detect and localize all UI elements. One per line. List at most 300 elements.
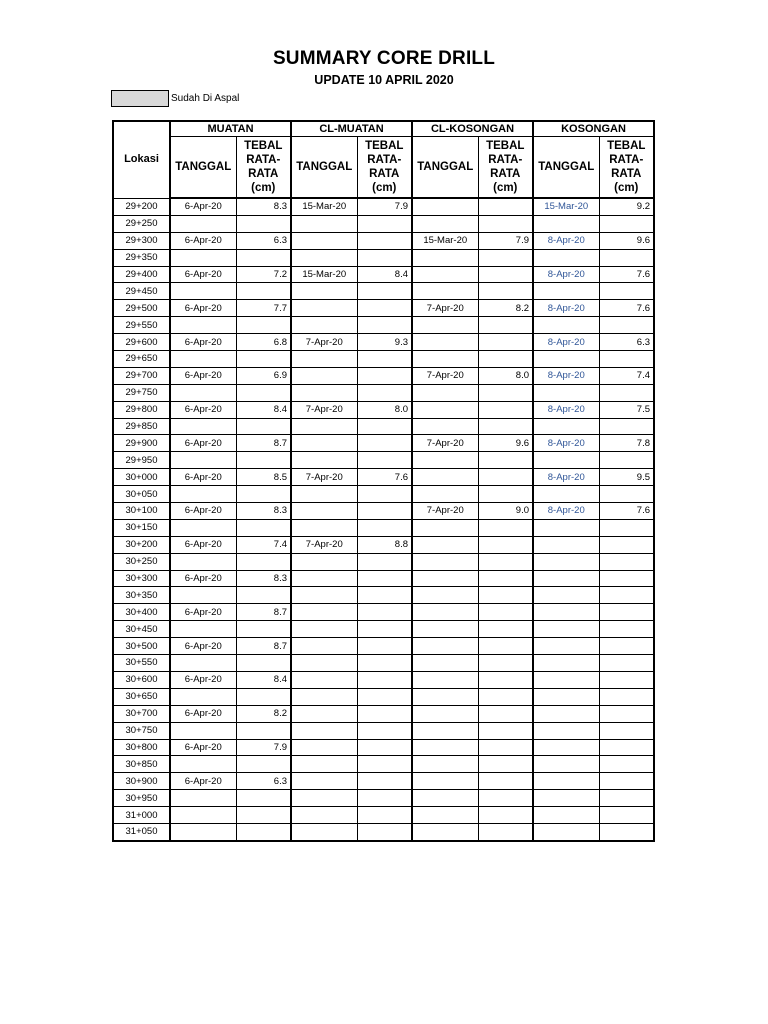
tanggal-cell: [291, 621, 357, 638]
tebal-cell: 7.6: [599, 503, 654, 520]
tebal-cell: [599, 536, 654, 553]
tebal-cell: [357, 621, 412, 638]
tebal-header-line: (cm): [251, 182, 276, 194]
tanggal-cell: 6-Apr-20: [170, 300, 236, 317]
tanggal-cell: 7-Apr-20: [412, 367, 478, 384]
tanggal-cell: [412, 198, 478, 215]
tebal-cell: [357, 503, 412, 520]
tanggal-cell: [412, 671, 478, 688]
tanggal-cell: [533, 671, 599, 688]
tanggal-cell: 8-Apr-20: [533, 367, 599, 384]
tanggal-cell: 6-Apr-20: [170, 198, 236, 215]
tanggal-cell: [291, 384, 357, 401]
tebal-cell: [236, 249, 291, 266]
tebal-cell: [478, 266, 533, 283]
tebal-cell: [357, 756, 412, 773]
tebal-cell: [478, 790, 533, 807]
tebal-cell: 7.2: [236, 266, 291, 283]
tanggal-cell: 6-Apr-20: [170, 435, 236, 452]
tanggal-cell: [291, 604, 357, 621]
tebal-cell: 9.2: [599, 198, 654, 215]
tanggal-cell: [412, 553, 478, 570]
tebal-cell: [236, 351, 291, 368]
tanggal-cell: [533, 249, 599, 266]
tanggal-cell: [412, 638, 478, 655]
lokasi-cell: 30+300: [113, 570, 170, 587]
tebal-cell: [599, 215, 654, 232]
tebal-cell: [236, 317, 291, 334]
legend-swatch: [111, 90, 169, 107]
tanggal-cell: [291, 367, 357, 384]
tanggal-cell: [291, 351, 357, 368]
tebal-cell: [478, 756, 533, 773]
group-header-row: [113, 121, 654, 137]
tebal-cell: [357, 739, 412, 756]
tanggal-cell: [291, 503, 357, 520]
tebal-cell: [599, 655, 654, 672]
lokasi-cell: 30+100: [113, 503, 170, 520]
tanggal-cell: [412, 604, 478, 621]
lokasi-cell: 30+550: [113, 655, 170, 672]
tanggal-cell: [412, 823, 478, 840]
tanggal-cell: [412, 215, 478, 232]
tebal-cell: [357, 807, 412, 824]
tebal-cell: 8.0: [357, 401, 412, 418]
table-row: [113, 401, 654, 418]
table-row: [113, 536, 654, 553]
tanggal-cell: [412, 536, 478, 553]
tebal-cell: [357, 435, 412, 452]
tanggal-cell: [533, 418, 599, 435]
tebal-cell: 9.0: [478, 503, 533, 520]
tanggal-cell: 8-Apr-20: [533, 401, 599, 418]
tanggal-cell: [170, 384, 236, 401]
tebal-cell: [357, 300, 412, 317]
tanggal-cell: [291, 570, 357, 587]
tebal-cell: [599, 671, 654, 688]
tebal-cell: 8.4: [357, 266, 412, 283]
tanggal-cell: 6-Apr-20: [170, 503, 236, 520]
tanggal-cell: [533, 519, 599, 536]
tebal-header-line: RATA-: [246, 154, 281, 166]
tebal-cell: 8.4: [236, 401, 291, 418]
tanggal-cell: [533, 587, 599, 604]
tebal-cell: [236, 655, 291, 672]
tanggal-cell: [170, 587, 236, 604]
tanggal-cell: [291, 232, 357, 249]
tebal-header: [599, 137, 654, 199]
tanggal-cell: [412, 452, 478, 469]
tanggal-cell: [533, 351, 599, 368]
tebal-cell: 8.7: [236, 638, 291, 655]
tebal-cell: [236, 553, 291, 570]
lokasi-cell: 29+350: [113, 249, 170, 266]
tanggal-cell: 8-Apr-20: [533, 300, 599, 317]
lokasi-cell: 31+050: [113, 823, 170, 840]
lokasi-cell: 29+850: [113, 418, 170, 435]
tanggal-cell: 15-Mar-20: [412, 232, 478, 249]
tanggal-cell: [533, 536, 599, 553]
tanggal-cell: [412, 249, 478, 266]
tebal-cell: 8.4: [236, 671, 291, 688]
tebal-cell: [236, 823, 291, 840]
tanggal-cell: [291, 638, 357, 655]
tebal-cell: 6.3: [599, 334, 654, 351]
table-row: [113, 232, 654, 249]
table-row: [113, 486, 654, 503]
tanggal-cell: [170, 756, 236, 773]
tanggal-cell: 6-Apr-20: [170, 469, 236, 486]
tebal-cell: 7.8: [599, 435, 654, 452]
lokasi-cell: 29+500: [113, 300, 170, 317]
tanggal-cell: [533, 739, 599, 756]
tebal-header: [478, 137, 533, 199]
tebal-header-line: RATA: [490, 168, 521, 180]
tebal-cell: [599, 519, 654, 536]
tebal-cell: [236, 756, 291, 773]
tebal-cell: 7.6: [357, 469, 412, 486]
tebal-cell: [357, 722, 412, 739]
lokasi-header: Lokasi: [113, 121, 170, 198]
tebal-cell: [357, 486, 412, 503]
lokasi-cell: 30+700: [113, 705, 170, 722]
table-row: [113, 317, 654, 334]
tanggal-header: TANGGAL: [291, 137, 357, 199]
tanggal-cell: [291, 283, 357, 300]
lokasi-cell: 30+850: [113, 756, 170, 773]
tanggal-cell: [170, 283, 236, 300]
lokasi-cell: 30+750: [113, 722, 170, 739]
tebal-header-line: TEBAL: [244, 140, 283, 152]
table-row: [113, 604, 654, 621]
tanggal-cell: [291, 773, 357, 790]
tebal-cell: [357, 655, 412, 672]
tebal-header-line: RATA-: [609, 154, 644, 166]
tebal-cell: [478, 604, 533, 621]
tanggal-cell: [170, 418, 236, 435]
table-row: [113, 688, 654, 705]
tanggal-cell: [291, 300, 357, 317]
lokasi-cell: 30+000: [113, 469, 170, 486]
tebal-cell: [478, 688, 533, 705]
tebal-cell: 6.3: [236, 232, 291, 249]
table-row: [113, 469, 654, 486]
tanggal-cell: [291, 215, 357, 232]
group-header-muatan: MUATAN: [170, 121, 291, 137]
group-header-cl-kosongan: CL-KOSONGAN: [412, 121, 533, 137]
tanggal-cell: [412, 418, 478, 435]
tanggal-cell: [291, 688, 357, 705]
tanggal-cell: [412, 351, 478, 368]
tebal-cell: [236, 452, 291, 469]
lokasi-cell: 30+900: [113, 773, 170, 790]
tebal-cell: [357, 604, 412, 621]
tanggal-cell: [412, 621, 478, 638]
tanggal-cell: 6-Apr-20: [170, 570, 236, 587]
tanggal-cell: 6-Apr-20: [170, 773, 236, 790]
tebal-cell: [357, 452, 412, 469]
tebal-cell: [478, 739, 533, 756]
tanggal-cell: [291, 519, 357, 536]
tanggal-cell: [412, 401, 478, 418]
tebal-cell: [236, 384, 291, 401]
tebal-cell: [236, 418, 291, 435]
table-row: [113, 418, 654, 435]
tebal-cell: [478, 536, 533, 553]
tanggal-cell: 8-Apr-20: [533, 469, 599, 486]
tanggal-cell: [170, 807, 236, 824]
tebal-cell: 8.2: [236, 705, 291, 722]
table-row: [113, 215, 654, 232]
tanggal-cell: [533, 790, 599, 807]
tebal-cell: [599, 351, 654, 368]
tanggal-cell: [170, 215, 236, 232]
tebal-cell: 8.3: [236, 570, 291, 587]
tebal-cell: [357, 351, 412, 368]
tanggal-cell: 7-Apr-20: [412, 435, 478, 452]
tanggal-cell: [412, 469, 478, 486]
tanggal-cell: 6-Apr-20: [170, 266, 236, 283]
tebal-cell: [478, 418, 533, 435]
lokasi-cell: 30+600: [113, 671, 170, 688]
tanggal-cell: 8-Apr-20: [533, 266, 599, 283]
tebal-cell: [357, 249, 412, 266]
tebal-cell: 9.3: [357, 334, 412, 351]
tebal-cell: 7.7: [236, 300, 291, 317]
page-title: SUMMARY CORE DRILL: [272, 48, 496, 69]
lokasi-cell: 30+350: [113, 587, 170, 604]
tebal-cell: [478, 638, 533, 655]
tebal-cell: [599, 570, 654, 587]
tanggal-cell: [533, 553, 599, 570]
tanggal-cell: [291, 553, 357, 570]
tanggal-cell: [291, 587, 357, 604]
tebal-cell: 9.6: [478, 435, 533, 452]
tanggal-header: TANGGAL: [412, 137, 478, 199]
tanggal-cell: [291, 807, 357, 824]
page-subtitle: UPDATE 10 APRIL 2020: [314, 73, 454, 87]
tebal-cell: 9.6: [599, 232, 654, 249]
tanggal-cell: [291, 790, 357, 807]
tebal-header-line: TEBAL: [607, 140, 646, 152]
tebal-cell: 8.7: [236, 435, 291, 452]
tebal-cell: [357, 587, 412, 604]
table-row: [113, 638, 654, 655]
tebal-cell: 7.9: [236, 739, 291, 756]
tanggal-cell: [412, 739, 478, 756]
tebal-cell: [357, 367, 412, 384]
tanggal-cell: [412, 807, 478, 824]
table-row: [113, 266, 654, 283]
table-row: [113, 655, 654, 672]
tanggal-cell: [291, 655, 357, 672]
tanggal-cell: 6-Apr-20: [170, 536, 236, 553]
tanggal-cell: [170, 722, 236, 739]
lokasi-cell: 29+800: [113, 401, 170, 418]
tanggal-cell: 7-Apr-20: [412, 300, 478, 317]
tebal-cell: [478, 249, 533, 266]
tebal-cell: 7.5: [599, 401, 654, 418]
tebal-header: [236, 137, 291, 199]
tanggal-cell: [533, 317, 599, 334]
tanggal-cell: 7-Apr-20: [291, 536, 357, 553]
tebal-cell: 6.8: [236, 334, 291, 351]
table-row: [113, 807, 654, 824]
tanggal-cell: [412, 688, 478, 705]
tebal-cell: [357, 215, 412, 232]
tanggal-cell: [291, 317, 357, 334]
table-row: [113, 570, 654, 587]
tebal-cell: [236, 807, 291, 824]
tanggal-cell: [533, 283, 599, 300]
tebal-cell: [357, 671, 412, 688]
table-row: [113, 587, 654, 604]
tebal-header-line: TEBAL: [486, 140, 525, 152]
table-row: [113, 300, 654, 317]
tanggal-cell: 7-Apr-20: [291, 469, 357, 486]
tebal-cell: [599, 553, 654, 570]
tanggal-cell: [533, 722, 599, 739]
table-row: [113, 773, 654, 790]
tebal-cell: 8.8: [357, 536, 412, 553]
tanggal-cell: [170, 519, 236, 536]
table-row: [113, 823, 654, 840]
tanggal-cell: [412, 334, 478, 351]
table-row: [113, 384, 654, 401]
tanggal-cell: [412, 705, 478, 722]
tebal-cell: 8.3: [236, 503, 291, 520]
lokasi-cell: 29+250: [113, 215, 170, 232]
tebal-cell: [599, 823, 654, 840]
tanggal-cell: [412, 283, 478, 300]
lokasi-cell: 29+900: [113, 435, 170, 452]
tanggal-cell: [533, 486, 599, 503]
tanggal-cell: [291, 739, 357, 756]
tebal-cell: [599, 249, 654, 266]
tanggal-cell: [412, 655, 478, 672]
tebal-cell: [599, 452, 654, 469]
tebal-cell: [599, 621, 654, 638]
tebal-cell: [478, 384, 533, 401]
tebal-cell: [478, 773, 533, 790]
tanggal-cell: 6-Apr-20: [170, 604, 236, 621]
tanggal-cell: [291, 249, 357, 266]
tanggal-cell: [533, 688, 599, 705]
tebal-header-line: RATA-: [488, 154, 523, 166]
tanggal-cell: [170, 553, 236, 570]
lokasi-cell: 29+750: [113, 384, 170, 401]
tebal-cell: [599, 807, 654, 824]
lokasi-cell: 29+550: [113, 317, 170, 334]
tanggal-cell: [533, 807, 599, 824]
tanggal-cell: [291, 452, 357, 469]
table-row: [113, 790, 654, 807]
legend: [111, 90, 239, 107]
tebal-cell: [599, 756, 654, 773]
tebal-cell: [478, 722, 533, 739]
tebal-cell: [478, 486, 533, 503]
tebal-cell: 8.0: [478, 367, 533, 384]
tanggal-cell: [170, 351, 236, 368]
tanggal-cell: 15-Mar-20: [291, 266, 357, 283]
tebal-cell: [478, 553, 533, 570]
tanggal-cell: [170, 621, 236, 638]
tebal-cell: [599, 705, 654, 722]
tanggal-cell: [533, 570, 599, 587]
tanggal-cell: [170, 452, 236, 469]
tanggal-cell: [412, 486, 478, 503]
lokasi-cell: 30+200: [113, 536, 170, 553]
tebal-cell: [478, 570, 533, 587]
tanggal-cell: 15-Mar-20: [291, 198, 357, 215]
tanggal-cell: 6-Apr-20: [170, 671, 236, 688]
tebal-header-line: (cm): [614, 182, 639, 194]
tebal-cell: [478, 807, 533, 824]
lokasi-cell: 29+700: [113, 367, 170, 384]
lokasi-cell: 30+150: [113, 519, 170, 536]
tanggal-cell: 7-Apr-20: [412, 503, 478, 520]
lokasi-cell: 29+950: [113, 452, 170, 469]
tanggal-cell: [291, 722, 357, 739]
tanggal-cell: [533, 384, 599, 401]
lokasi-cell: 29+200: [113, 198, 170, 215]
tebal-cell: [478, 401, 533, 418]
tebal-cell: [357, 638, 412, 655]
table-body: [113, 198, 654, 841]
tanggal-cell: [291, 705, 357, 722]
tanggal-header: TANGGAL: [170, 137, 236, 199]
tebal-cell: [357, 705, 412, 722]
tebal-header-line: (cm): [372, 182, 397, 194]
tebal-cell: [599, 317, 654, 334]
tanggal-cell: [412, 773, 478, 790]
tebal-cell: 8.3: [236, 198, 291, 215]
tebal-cell: [357, 232, 412, 249]
table-row: [113, 435, 654, 452]
tebal-cell: [478, 198, 533, 215]
tanggal-cell: [412, 317, 478, 334]
table-row: [113, 198, 654, 215]
tebal-cell: [236, 519, 291, 536]
sub-header-row: [113, 137, 654, 199]
tanggal-cell: [291, 486, 357, 503]
tanggal-cell: [291, 671, 357, 688]
tebal-header-line: (cm): [493, 182, 518, 194]
tebal-header-line: RATA-: [367, 154, 402, 166]
tebal-cell: [236, 587, 291, 604]
tanggal-cell: 8-Apr-20: [533, 232, 599, 249]
tanggal-cell: [412, 519, 478, 536]
group-header-cl-muatan: CL-MUATAN: [291, 121, 412, 137]
tanggal-cell: [533, 621, 599, 638]
tebal-cell: 7.9: [357, 198, 412, 215]
tebal-cell: [236, 688, 291, 705]
table-row: [113, 705, 654, 722]
tanggal-cell: [412, 722, 478, 739]
tebal-cell: [236, 486, 291, 503]
lokasi-cell: 29+450: [113, 283, 170, 300]
core-drill-table: [112, 120, 655, 842]
tebal-cell: [357, 570, 412, 587]
tanggal-cell: [170, 249, 236, 266]
tebal-cell: [478, 469, 533, 486]
tebal-cell: [236, 283, 291, 300]
tanggal-cell: 6-Apr-20: [170, 367, 236, 384]
table-row: [113, 621, 654, 638]
group-header-kosongan: KOSONGAN: [533, 121, 654, 137]
tanggal-cell: [412, 384, 478, 401]
tanggal-cell: [291, 823, 357, 840]
